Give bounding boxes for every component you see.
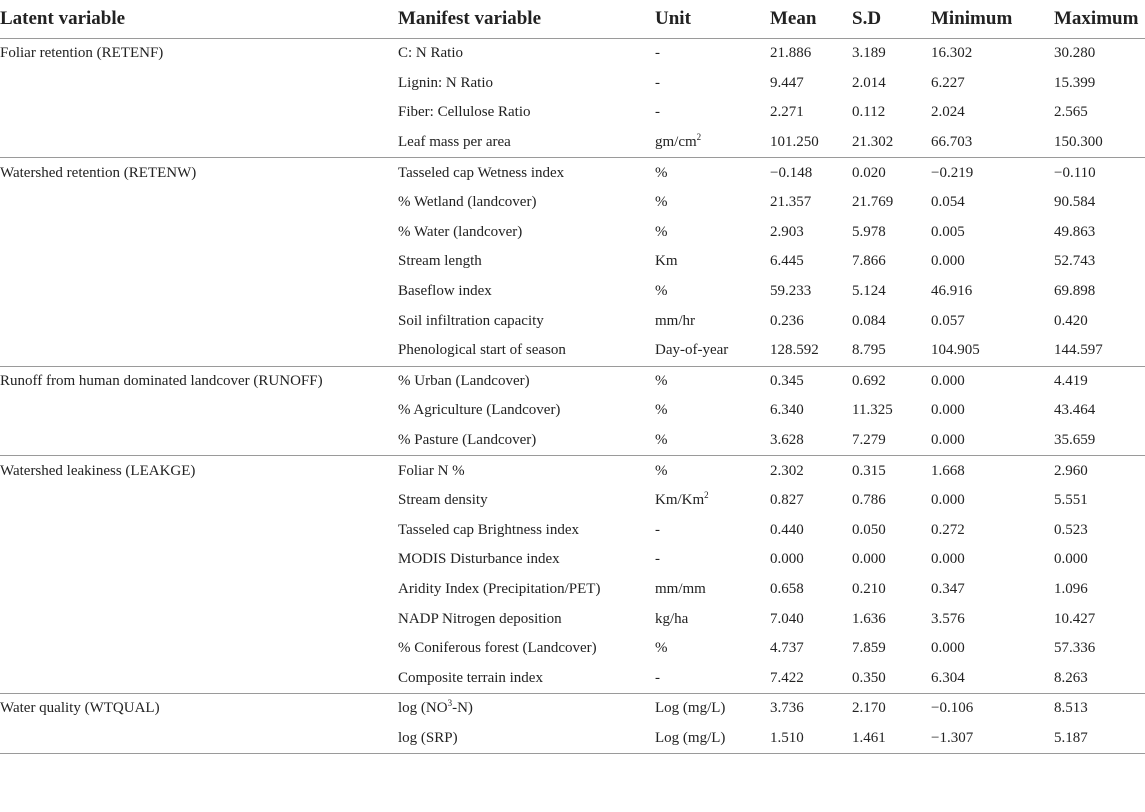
unit-cell xyxy=(655,366,770,396)
unit-cell xyxy=(655,128,770,158)
unit-cell xyxy=(655,663,770,693)
mean-cell: 21.886 xyxy=(770,45,812,62)
sd-cell: 3.189 xyxy=(852,45,886,62)
maximum-cell: −0.110 xyxy=(1054,164,1096,181)
minimum-cell: 46.916 xyxy=(931,283,973,300)
table-row xyxy=(0,456,1145,486)
minimum-cell: −0.106 xyxy=(931,700,974,717)
unit-text: Km/Km xyxy=(655,492,705,509)
manifest-cell xyxy=(398,98,655,128)
sd-cell: 0.050 xyxy=(852,521,886,538)
header-latent: Latent variable xyxy=(0,0,398,39)
sd-cell: 0.112 xyxy=(852,104,886,121)
table-row xyxy=(0,336,1145,366)
mean-cell: 4.737 xyxy=(770,640,804,657)
manifest-text: % Urban (Landcover) xyxy=(398,372,530,389)
manifest-text: % Wetland (landcover) xyxy=(398,194,537,211)
maximum-cell: 150.300 xyxy=(1054,128,1145,158)
sd-cell: 1.461 xyxy=(852,724,931,754)
manifest-cell xyxy=(398,663,655,693)
unit-text: Km xyxy=(655,253,678,270)
unit-text: % xyxy=(655,223,668,240)
manifest-text: Tasseled cap Wetness index xyxy=(398,164,565,181)
header-unit: Unit xyxy=(655,0,770,39)
mean-cell: 3.736 xyxy=(770,700,804,717)
latent-cell xyxy=(0,277,398,307)
unit-text: mm/hr xyxy=(655,312,695,329)
sd-cell: 0.210 xyxy=(852,580,886,597)
unit-text: - xyxy=(655,74,660,91)
table-row xyxy=(0,366,1145,396)
latent-cell xyxy=(0,396,398,426)
header-maximum: Maximum xyxy=(1054,0,1145,39)
maximum-cell: 4.419 xyxy=(1054,372,1088,389)
maximum-cell: 0.523 xyxy=(1054,521,1088,538)
unit-cell xyxy=(655,336,770,366)
unit-text: % xyxy=(655,164,668,181)
maximum-cell: 0.420 xyxy=(1054,312,1088,329)
sd-cell: 0.786 xyxy=(852,492,886,509)
mean-cell: −0.148 xyxy=(770,164,813,181)
latent-cell xyxy=(0,426,398,456)
minimum-cell: 0.000 xyxy=(931,551,965,568)
minimum-cell: 0.000 xyxy=(931,426,1054,456)
minimum-cell: −0.219 xyxy=(931,164,974,181)
manifest-cell xyxy=(398,486,655,516)
table-row xyxy=(0,575,1145,605)
minimum-cell: −1.307 xyxy=(931,724,1054,754)
mean-cell: 2.302 xyxy=(770,462,804,479)
header-manifest: Manifest variable xyxy=(398,0,655,39)
unit-cell xyxy=(655,634,770,664)
sd-cell: 0.000 xyxy=(852,551,886,568)
manifest-cell xyxy=(398,724,655,754)
minimum-cell: 6.227 xyxy=(931,74,965,91)
latent-cell xyxy=(0,545,398,575)
maximum-cell: 8.263 xyxy=(1054,663,1145,693)
manifest-text: log (SRP) xyxy=(398,729,458,746)
manifest-text: log (NO xyxy=(398,700,448,717)
latent-cell xyxy=(0,98,398,128)
manifest-cell xyxy=(398,366,655,396)
sd-cell: 5.124 xyxy=(852,283,886,300)
maximum-cell: 144.597 xyxy=(1054,336,1145,366)
manifest-text: % Water (landcover) xyxy=(398,223,523,240)
mean-cell: 0.658 xyxy=(770,580,804,597)
maximum-cell: 49.863 xyxy=(1054,223,1096,240)
mean-cell: 59.233 xyxy=(770,283,812,300)
manifest-cell xyxy=(398,128,655,158)
mean-cell: 6.445 xyxy=(770,253,804,270)
mean-cell: 0.440 xyxy=(770,521,804,538)
table-row xyxy=(0,98,1145,128)
table-row xyxy=(0,128,1145,158)
manifest-cell xyxy=(398,188,655,218)
mean-cell: 3.628 xyxy=(770,426,852,456)
table-row xyxy=(0,69,1145,99)
unit-text: % xyxy=(655,194,668,211)
sd-cell: 7.866 xyxy=(852,253,886,270)
sd-cell: 21.302 xyxy=(852,128,931,158)
minimum-cell: 0.000 xyxy=(931,402,965,419)
table-row xyxy=(0,604,1145,634)
mean-cell: 0.345 xyxy=(770,372,804,389)
unit-cell xyxy=(655,545,770,575)
latent-cell xyxy=(0,306,398,336)
table-row xyxy=(0,663,1145,693)
manifest-superscript: 3 xyxy=(447,698,453,709)
manifest-cell xyxy=(398,604,655,634)
unit-text: Log (mg/L) xyxy=(655,729,726,746)
header-minimum: Minimum xyxy=(931,0,1054,39)
mean-cell: 101.250 xyxy=(770,128,852,158)
unit-text: % xyxy=(655,402,668,419)
minimum-cell: 2.024 xyxy=(931,104,965,121)
manifest-text: C: N Ratio xyxy=(398,45,464,62)
latent-cell: Watershed retention (RETENW) xyxy=(0,164,197,181)
manifest-text: Lignin: N Ratio xyxy=(398,74,493,91)
latent-cell xyxy=(0,486,398,516)
manifest-cell xyxy=(398,306,655,336)
table-body xyxy=(0,39,1145,754)
manifest-cell xyxy=(398,634,655,664)
maximum-cell: 0.000 xyxy=(1054,551,1088,568)
latent-cell xyxy=(0,604,398,634)
sd-cell: 0.020 xyxy=(852,164,886,181)
latent-cell: Watershed leakiness (LEAKGE) xyxy=(0,462,196,479)
header-sd: S.D xyxy=(852,0,931,39)
minimum-cell: 0.057 xyxy=(931,312,965,329)
unit-cell xyxy=(655,516,770,546)
unit-text: mm/mm xyxy=(655,580,706,597)
latent-cell xyxy=(0,247,398,277)
maximum-cell: 57.336 xyxy=(1054,640,1096,657)
latent-cell xyxy=(0,218,398,248)
manifest-cell xyxy=(398,396,655,426)
manifest-text: Phenological start of season xyxy=(398,342,566,359)
sd-cell: 7.279 xyxy=(852,426,931,456)
unit-cell xyxy=(655,426,770,456)
manifest-cell xyxy=(398,69,655,99)
manifest-cell xyxy=(398,694,655,724)
latent-cell xyxy=(0,724,398,754)
table-row xyxy=(0,218,1145,248)
maximum-cell: 2.960 xyxy=(1054,462,1088,479)
sd-cell: 11.325 xyxy=(852,402,893,419)
unit-cell xyxy=(655,486,770,516)
minimum-cell: 0.000 xyxy=(931,640,965,657)
unit-text: - xyxy=(655,521,660,538)
unit-cell xyxy=(655,39,770,69)
manifest-text: % Agriculture (Landcover) xyxy=(398,402,561,419)
maximum-cell: 5.551 xyxy=(1054,492,1088,509)
minimum-cell: 0.005 xyxy=(931,223,965,240)
manifest-text: NADP Nitrogen deposition xyxy=(398,610,562,627)
sd-cell: 0.084 xyxy=(852,312,886,329)
unit-cell xyxy=(655,604,770,634)
unit-text: Log (mg/L) xyxy=(655,700,726,717)
latent-cell xyxy=(0,516,398,546)
sd-cell: 1.636 xyxy=(852,610,886,627)
unit-cell xyxy=(655,306,770,336)
table-row xyxy=(0,694,1145,724)
manifest-text: Baseflow index xyxy=(398,283,492,300)
unit-text: % xyxy=(655,462,668,479)
latent-cell xyxy=(0,69,398,99)
maximum-cell: 2.565 xyxy=(1054,104,1088,121)
mean-cell: 7.040 xyxy=(770,610,804,627)
latent-cell: Foliar retention (RETENF) xyxy=(0,45,164,62)
latent-cell xyxy=(0,128,398,158)
manifest-text: Fiber: Cellulose Ratio xyxy=(398,104,531,121)
minimum-cell: 0.000 xyxy=(931,253,965,270)
maximum-cell: 8.513 xyxy=(1054,700,1088,717)
sd-cell: 0.315 xyxy=(852,462,886,479)
table-row xyxy=(0,247,1145,277)
latent-cell xyxy=(0,188,398,218)
unit-cell xyxy=(655,158,770,188)
header-mean: Mean xyxy=(770,0,852,39)
latent-cell xyxy=(0,575,398,605)
latent-cell: Runoff from human dominated landcover (RUNOFF) xyxy=(0,372,323,389)
manifest-cell xyxy=(398,575,655,605)
mean-cell: 9.447 xyxy=(770,74,804,91)
manifest-cell xyxy=(398,336,655,366)
sd-cell: 2.170 xyxy=(852,700,886,717)
maximum-cell: 5.187 xyxy=(1054,724,1145,754)
mean-cell: 0.000 xyxy=(770,551,804,568)
unit-superscript: 2 xyxy=(696,132,702,143)
unit-cell xyxy=(655,456,770,486)
manifest-cell xyxy=(398,247,655,277)
unit-text: Day-of-year xyxy=(655,342,729,359)
maximum-cell: 43.464 xyxy=(1054,402,1096,419)
sd-cell: 2.014 xyxy=(852,74,886,91)
unit-text: % xyxy=(655,640,668,657)
manifest-text: % Coniferous forest (Landcover) xyxy=(398,640,597,657)
minimum-cell: 0.000 xyxy=(931,372,965,389)
latent-cell xyxy=(0,634,398,664)
unit-text: - xyxy=(655,669,660,686)
manifest-text: MODIS Disturbance index xyxy=(398,551,560,568)
minimum-cell: 16.302 xyxy=(931,45,973,62)
manifest-cell xyxy=(398,158,655,188)
manifest-text: Composite terrain index xyxy=(398,669,543,686)
manifest-cell xyxy=(398,545,655,575)
mean-cell: 21.357 xyxy=(770,194,812,211)
mean-cell: 0.236 xyxy=(770,312,804,329)
manifest-text: Aridity Index (Precipitation/PET) xyxy=(398,580,601,597)
unit-cell xyxy=(655,575,770,605)
table-row xyxy=(0,396,1145,426)
manifest-cell xyxy=(398,516,655,546)
unit-text: - xyxy=(655,45,660,62)
unit-cell xyxy=(655,694,770,724)
table-row xyxy=(0,188,1145,218)
minimum-cell: 66.703 xyxy=(931,128,1054,158)
sd-cell: 7.859 xyxy=(852,640,886,657)
table-row xyxy=(0,545,1145,575)
sd-cell: 21.769 xyxy=(852,194,894,211)
sd-cell: 0.692 xyxy=(852,372,886,389)
unit-text: gm/cm xyxy=(655,134,697,151)
minimum-cell: 0.054 xyxy=(931,194,965,211)
manifest-cell xyxy=(398,277,655,307)
sd-cell: 8.795 xyxy=(852,336,931,366)
unit-cell xyxy=(655,247,770,277)
minimum-cell: 6.304 xyxy=(931,663,1054,693)
mean-cell: 6.340 xyxy=(770,402,804,419)
minimum-cell: 1.668 xyxy=(931,462,965,479)
unit-cell xyxy=(655,396,770,426)
table-row xyxy=(0,306,1145,336)
unit-text: % xyxy=(655,432,668,449)
manifest-text: Stream density xyxy=(398,492,488,509)
mean-cell: 1.510 xyxy=(770,724,852,754)
minimum-cell: 0.000 xyxy=(931,492,965,509)
maximum-cell: 69.898 xyxy=(1054,283,1096,300)
table-row xyxy=(0,39,1145,69)
maximum-cell: 1.096 xyxy=(1054,580,1088,597)
manifest-tail: -N) xyxy=(452,700,473,717)
unit-cell xyxy=(655,218,770,248)
manifest-cell xyxy=(398,39,655,69)
table-row xyxy=(0,516,1145,546)
maximum-cell: 52.743 xyxy=(1054,253,1096,270)
manifest-text: Soil infiltration capacity xyxy=(398,312,544,329)
unit-cell xyxy=(655,69,770,99)
mean-cell: 2.271 xyxy=(770,104,804,121)
unit-cell xyxy=(655,724,770,754)
table-row xyxy=(0,724,1145,754)
unit-text: - xyxy=(655,104,660,121)
sd-cell: 0.350 xyxy=(852,663,931,693)
maximum-cell: 15.399 xyxy=(1054,74,1096,91)
mean-cell: 7.422 xyxy=(770,663,852,693)
mean-cell: 128.592 xyxy=(770,336,852,366)
sd-cell: 5.978 xyxy=(852,223,886,240)
minimum-cell: 3.576 xyxy=(931,610,965,627)
unit-text: kg/ha xyxy=(655,610,689,627)
maximum-cell: 35.659 xyxy=(1054,426,1145,456)
manifest-cell xyxy=(398,218,655,248)
unit-cell xyxy=(655,98,770,128)
unit-text: % xyxy=(655,283,668,300)
mean-cell: 2.903 xyxy=(770,223,804,240)
minimum-cell: 104.905 xyxy=(931,336,1054,366)
minimum-cell: 0.347 xyxy=(931,580,965,597)
table-row xyxy=(0,634,1145,664)
latent-cell xyxy=(0,336,398,366)
table-row xyxy=(0,158,1145,188)
manifest-text: Leaf mass per area xyxy=(398,134,511,151)
manifest-cell xyxy=(398,456,655,486)
manifest-text: Stream length xyxy=(398,253,482,270)
manifest-cell xyxy=(398,426,655,456)
minimum-cell: 0.272 xyxy=(931,521,965,538)
mean-cell: 0.827 xyxy=(770,492,804,509)
maximum-cell: 10.427 xyxy=(1054,610,1096,627)
manifest-text: Tasseled cap Brightness index xyxy=(398,521,579,538)
table-row xyxy=(0,277,1145,307)
unit-cell xyxy=(655,188,770,218)
latent-cell: Water quality (WTQUAL) xyxy=(0,700,160,717)
manifest-text: % Pasture (Landcover) xyxy=(398,432,537,449)
latent-cell xyxy=(0,663,398,693)
header-row xyxy=(0,0,1145,39)
table-row xyxy=(0,486,1145,516)
unit-superscript: 2 xyxy=(704,490,709,501)
maximum-cell: 90.584 xyxy=(1054,194,1096,211)
unit-cell xyxy=(655,277,770,307)
maximum-cell: 30.280 xyxy=(1054,45,1096,62)
unit-text: - xyxy=(655,551,660,568)
manifest-text: Foliar N % xyxy=(398,462,465,479)
table-row xyxy=(0,426,1145,456)
unit-text: % xyxy=(655,372,668,389)
